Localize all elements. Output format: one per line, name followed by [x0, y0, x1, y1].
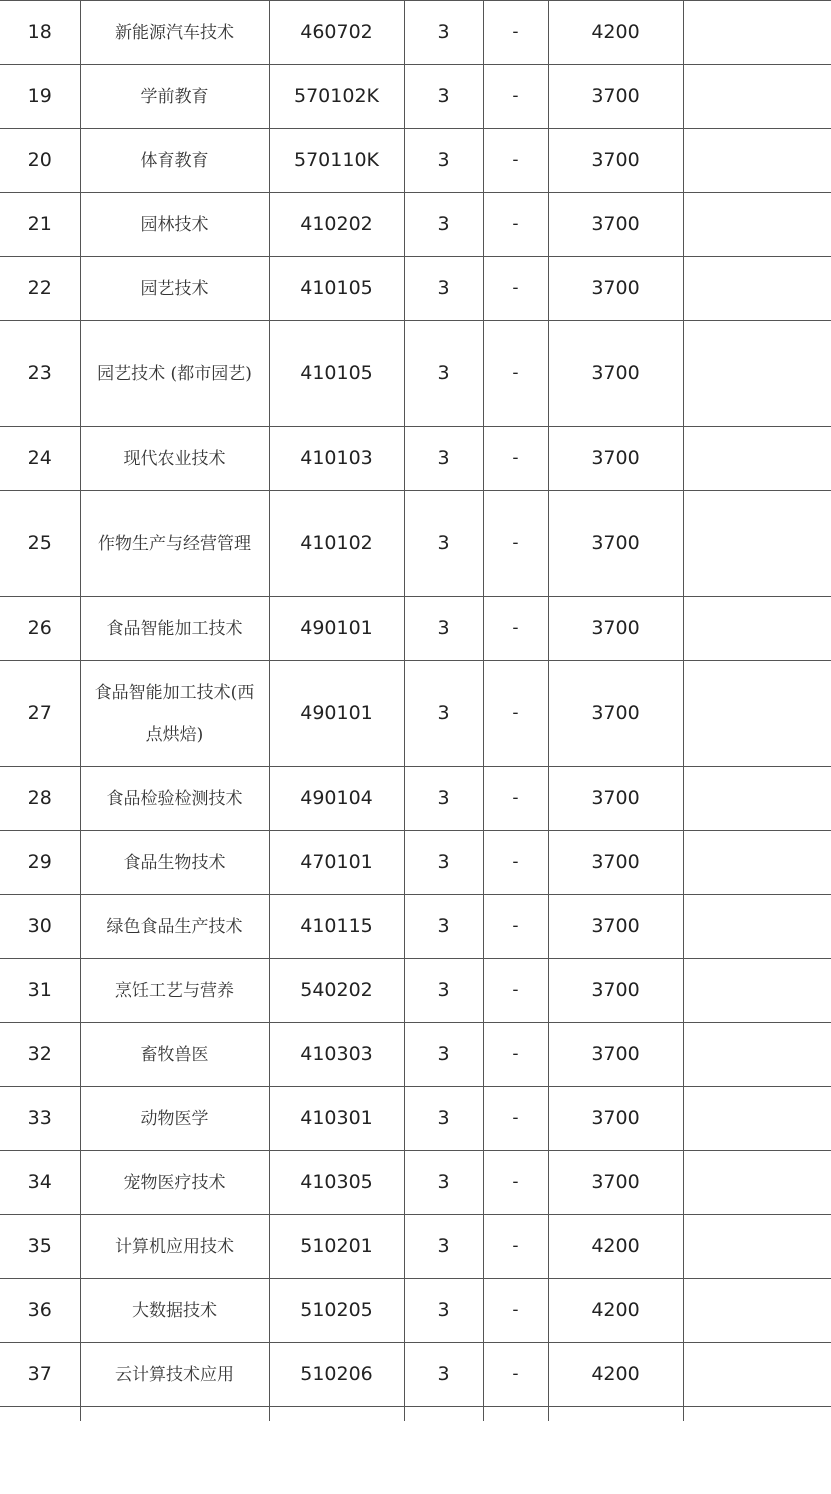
row-number: 25: [0, 491, 80, 597]
study-years: 3: [404, 193, 483, 257]
program-name: 畜牧兽医: [80, 1023, 269, 1087]
table-continuation-row: [0, 1407, 831, 1422]
tuition-fee: 4200: [548, 1, 683, 65]
table-row: [0, 767, 831, 831]
program-code: 410301: [269, 1087, 404, 1151]
note-cell: [683, 257, 831, 321]
program-name: 绿色食品生产技术: [80, 895, 269, 959]
dash-value: -: [483, 427, 548, 491]
tuition-fee: 3700: [548, 193, 683, 257]
program-name: 计算机应用技术: [80, 1215, 269, 1279]
study-years: 3: [404, 491, 483, 597]
program-code: 570110K: [269, 129, 404, 193]
program-code: 490104: [269, 767, 404, 831]
program-name: 作物生产与经营管理: [80, 491, 269, 597]
dash-value: -: [483, 129, 548, 193]
note-cell: [683, 1279, 831, 1343]
program-name: 食品智能加工技术(西点烘焙): [80, 661, 269, 767]
note-cell: [683, 1343, 831, 1407]
row-number: 24: [0, 427, 80, 491]
study-years: 3: [404, 1023, 483, 1087]
table-row: [0, 597, 831, 661]
dash-value: -: [483, 65, 548, 129]
tuition-fee: 4200: [548, 1279, 683, 1343]
table-row: [0, 491, 831, 597]
program-code: 470101: [269, 831, 404, 895]
program-code: 410305: [269, 1151, 404, 1215]
tuition-fee: 3700: [548, 767, 683, 831]
note-cell: [683, 129, 831, 193]
study-years: 3: [404, 831, 483, 895]
study-years: 3: [404, 1343, 483, 1407]
dash-value: -: [483, 661, 548, 767]
table-row: [0, 65, 831, 129]
dash-value: -: [483, 831, 548, 895]
program-name: 烹饪工艺与营养: [80, 959, 269, 1023]
row-number: 35: [0, 1215, 80, 1279]
study-years: 3: [404, 1151, 483, 1215]
row-number: 26: [0, 597, 80, 661]
dash-value: -: [483, 1, 548, 65]
tuition-fee: 3700: [548, 257, 683, 321]
tuition-fee: 4200: [548, 1343, 683, 1407]
study-years: 3: [404, 1215, 483, 1279]
program-name: 大数据技术: [80, 1279, 269, 1343]
tuition-fee: 3700: [548, 597, 683, 661]
table-row: [0, 1087, 831, 1151]
study-years: 3: [404, 257, 483, 321]
program-name: 云计算技术应用: [80, 1343, 269, 1407]
note-cell: [683, 831, 831, 895]
tuition-fee: 3700: [548, 895, 683, 959]
note-cell: [683, 1151, 831, 1215]
row-number: 19: [0, 65, 80, 129]
program-code: 460702: [269, 1, 404, 65]
program-code: 510205: [269, 1279, 404, 1343]
row-number: 37: [0, 1343, 80, 1407]
program-name: 园艺技术 (都市园艺): [80, 321, 269, 427]
table-row: [0, 129, 831, 193]
note-cell: [683, 65, 831, 129]
study-years: 3: [404, 1, 483, 65]
table-row: [0, 1023, 831, 1087]
row-number: 31: [0, 959, 80, 1023]
program-code: 540202: [269, 959, 404, 1023]
program-code: 490101: [269, 661, 404, 767]
program-name: 学前教育: [80, 65, 269, 129]
dash-value: -: [483, 193, 548, 257]
row-number: 30: [0, 895, 80, 959]
program-name: 食品智能加工技术: [80, 597, 269, 661]
tuition-fee: 3700: [548, 129, 683, 193]
note-cell: [683, 427, 831, 491]
study-years: 3: [404, 661, 483, 767]
note-cell: [683, 1087, 831, 1151]
program-name: 园林技术: [80, 193, 269, 257]
tuition-fee: 3700: [548, 1023, 683, 1087]
row-number: 20: [0, 129, 80, 193]
dash-value: -: [483, 1151, 548, 1215]
note-cell: [683, 661, 831, 767]
dash-value: -: [483, 767, 548, 831]
dash-value: -: [483, 959, 548, 1023]
table-row: [0, 831, 831, 895]
note-cell: [683, 193, 831, 257]
study-years: 3: [404, 1279, 483, 1343]
program-name: 宠物医疗技术: [80, 1151, 269, 1215]
study-years: 3: [404, 959, 483, 1023]
row-number: 36: [0, 1279, 80, 1343]
note-cell: [683, 597, 831, 661]
note-cell: [683, 895, 831, 959]
table-row: [0, 321, 831, 427]
note-cell: [683, 959, 831, 1023]
table-row: [0, 427, 831, 491]
table-row: [0, 1343, 831, 1407]
program-name: 食品生物技术: [80, 831, 269, 895]
table-row: [0, 1151, 831, 1215]
note-cell: [683, 321, 831, 427]
note-cell: [683, 491, 831, 597]
table-row: [0, 661, 831, 767]
row-number: 32: [0, 1023, 80, 1087]
tuition-fee: 3700: [548, 1151, 683, 1215]
row-number: 23: [0, 321, 80, 427]
dash-value: -: [483, 597, 548, 661]
study-years: 3: [404, 65, 483, 129]
table-row: [0, 1215, 831, 1279]
row-number: 21: [0, 193, 80, 257]
table-row: [0, 193, 831, 257]
table-row: [0, 1, 831, 65]
note-cell: [683, 1, 831, 65]
row-number: 33: [0, 1087, 80, 1151]
dash-value: -: [483, 895, 548, 959]
dash-value: -: [483, 1215, 548, 1279]
program-code: 410115: [269, 895, 404, 959]
program-code: 410103: [269, 427, 404, 491]
program-name: 体育教育: [80, 129, 269, 193]
study-years: 3: [404, 1087, 483, 1151]
note-cell: [683, 1023, 831, 1087]
study-years: 3: [404, 321, 483, 427]
study-years: 3: [404, 767, 483, 831]
program-code: 490101: [269, 597, 404, 661]
note-cell: [683, 767, 831, 831]
dash-value: -: [483, 1087, 548, 1151]
program-code: 410105: [269, 257, 404, 321]
table-row: [0, 895, 831, 959]
program-code: 410202: [269, 193, 404, 257]
table-row: [0, 257, 831, 321]
study-years: 3: [404, 427, 483, 491]
program-name: 现代农业技术: [80, 427, 269, 491]
program-name: 新能源汽车技术: [80, 1, 269, 65]
tuition-fee: 3700: [548, 427, 683, 491]
tuition-fee: 4200: [548, 1215, 683, 1279]
dash-value: -: [483, 1343, 548, 1407]
program-code: 410303: [269, 1023, 404, 1087]
study-years: 3: [404, 129, 483, 193]
dash-value: -: [483, 321, 548, 427]
program-name: 园艺技术: [80, 257, 269, 321]
row-number: 18: [0, 1, 80, 65]
dash-value: -: [483, 1279, 548, 1343]
tuition-fee: 3700: [548, 321, 683, 427]
row-number: 22: [0, 257, 80, 321]
tuition-fee: 3700: [548, 959, 683, 1023]
program-name: 食品检验检测技术: [80, 767, 269, 831]
dash-value: -: [483, 491, 548, 597]
program-code: 410105: [269, 321, 404, 427]
tuition-fee: 3700: [548, 65, 683, 129]
dash-value: -: [483, 1023, 548, 1087]
program-code: 410102: [269, 491, 404, 597]
program-code: 570102K: [269, 65, 404, 129]
note-cell: [683, 1215, 831, 1279]
row-number: 34: [0, 1151, 80, 1215]
row-number: 27: [0, 661, 80, 767]
program-code: 510206: [269, 1343, 404, 1407]
tuition-fee: 3700: [548, 491, 683, 597]
program-code: 510201: [269, 1215, 404, 1279]
row-number: 29: [0, 831, 80, 895]
table-row: [0, 1279, 831, 1343]
study-years: 3: [404, 895, 483, 959]
table-row: [0, 959, 831, 1023]
tuition-fee: 3700: [548, 661, 683, 767]
study-years: 3: [404, 597, 483, 661]
tuition-fee: 3700: [548, 831, 683, 895]
program-name: 动物医学: [80, 1087, 269, 1151]
dash-value: -: [483, 257, 548, 321]
row-number: 28: [0, 767, 80, 831]
tuition-fee: 3700: [548, 1087, 683, 1151]
